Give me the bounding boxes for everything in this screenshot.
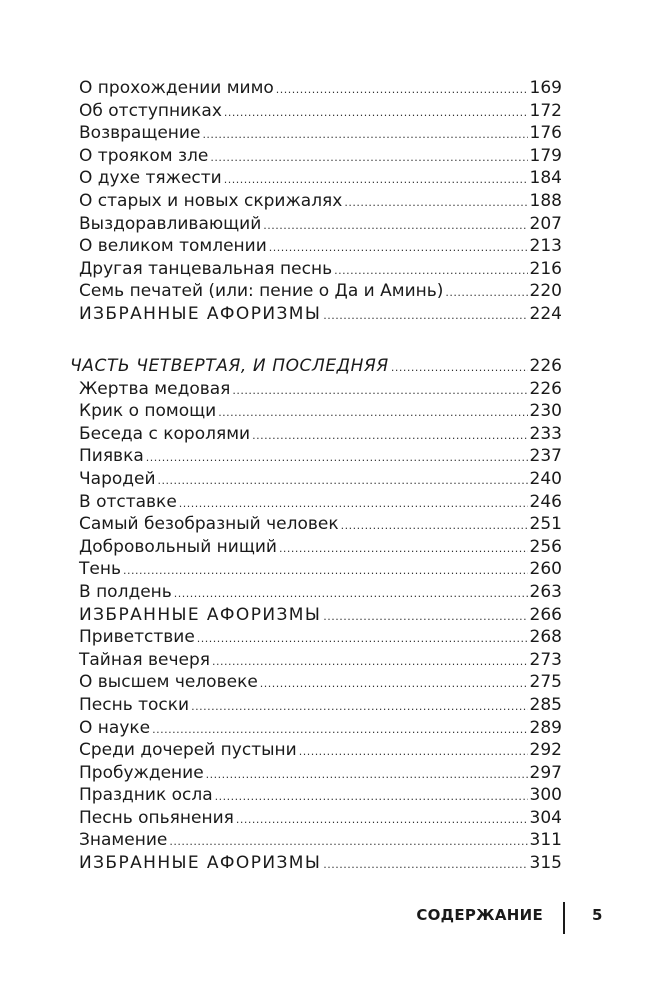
- toc-entry-title: Выздоравливающий: [79, 213, 262, 234]
- toc-entry-page: 289: [529, 717, 562, 738]
- toc-entry[interactable]: [70, 739, 562, 762]
- toc-part-title: ЧАСТЬ ЧЕТВЕРТАЯ, И ПОСЛЕДНЯЯ: [70, 356, 389, 376]
- dot-leader: [344, 192, 527, 215]
- toc-entry-title: Другая танцевальная песнь: [79, 258, 333, 279]
- toc-entry-page: 256: [529, 536, 562, 557]
- toc-list-part-four: [70, 355, 562, 875]
- toc-entry-title: ИЗБРАННЫЕ АФОРИЗМЫ: [79, 303, 322, 324]
- toc-entry-page: 300: [529, 785, 562, 806]
- toc-entry[interactable]: [70, 829, 562, 852]
- toc-entry-page: 216: [529, 258, 562, 279]
- dot-leader: [191, 696, 527, 719]
- toc-entry-title: Крик о помощи: [79, 401, 217, 422]
- dot-leader: [224, 169, 528, 192]
- toc-entry[interactable]: [70, 213, 562, 236]
- toc-entry-page: 230: [529, 401, 562, 422]
- dot-leader: [158, 470, 528, 493]
- toc-entry-page: 224: [529, 303, 562, 324]
- toc-entry[interactable]: [70, 167, 562, 190]
- toc-entry[interactable]: [70, 190, 562, 213]
- page-footer: [0, 900, 669, 934]
- toc-entry-title: Об отступниках: [79, 100, 222, 121]
- toc-entry-title: ИЗБРАННЫЕ АФОРИЗМЫ: [79, 853, 322, 874]
- toc-entry-page: 240: [529, 468, 562, 489]
- dot-leader: [299, 741, 528, 764]
- toc-entry-title: Самый безобразный человек: [79, 514, 339, 535]
- dot-leader: [236, 809, 528, 832]
- toc-entry[interactable]: [70, 100, 562, 123]
- dot-leader: [169, 831, 527, 854]
- toc-entry-title: О трояком зле: [79, 145, 209, 166]
- toc-entry[interactable]: [70, 378, 562, 401]
- toc-entry[interactable]: [70, 649, 562, 672]
- toc-entry-title: О науке: [79, 717, 151, 738]
- dot-leader: [179, 493, 528, 516]
- toc-entry[interactable]: [70, 400, 562, 423]
- toc-entry[interactable]: [70, 77, 562, 100]
- toc-entry-page: 275: [529, 672, 562, 693]
- toc-entry-title: В полдень: [79, 581, 172, 602]
- toc-entry-page: 213: [529, 236, 562, 257]
- dot-leader: [252, 425, 527, 448]
- toc-entry[interactable]: [70, 671, 562, 694]
- toc-entry-page: 233: [529, 423, 562, 444]
- toc-entry-title: Жертва медовая: [79, 378, 231, 399]
- toc-entry-title: О старых и новых скрижалях: [79, 190, 343, 211]
- toc-entry-page: 297: [529, 762, 562, 783]
- dot-leader: [206, 764, 528, 787]
- toc-part-heading[interactable]: [70, 355, 562, 378]
- toc-entry-page: 251: [529, 514, 562, 535]
- toc-entry-title: О великом томлении: [79, 236, 267, 257]
- toc-entry-page: 304: [529, 807, 562, 828]
- toc-entry-title: Добровольный нищий: [79, 536, 277, 557]
- toc-entry[interactable]: [70, 784, 562, 807]
- toc-entry-page: 237: [529, 446, 562, 467]
- toc-entry-page: 188: [529, 190, 562, 211]
- toc-entry-title: Возвращение: [79, 123, 201, 144]
- toc-entry-page: 184: [529, 168, 562, 189]
- dot-leader: [224, 102, 528, 125]
- toc-entry-title: О высшем человеке: [79, 672, 258, 693]
- dot-leader: [341, 515, 528, 538]
- dot-leader: [210, 147, 527, 170]
- dot-leader: [215, 786, 528, 809]
- dot-leader: [123, 560, 528, 583]
- toc-entry-page: 273: [529, 649, 562, 670]
- dot-leader: [391, 357, 528, 380]
- toc-entry-page: 220: [529, 281, 562, 302]
- dot-leader: [197, 628, 528, 651]
- toc-entry-page: 268: [529, 627, 562, 648]
- toc-entry-title: О духе тяжести: [79, 168, 222, 189]
- toc-entry-page: 176: [529, 123, 562, 144]
- toc-entry-title: Семь печатей (или: пение о Да и Аминь): [79, 281, 444, 302]
- toc-entry-page: 292: [529, 740, 562, 761]
- toc-entry-page: 315: [529, 853, 562, 874]
- toc-entry-title: ИЗБРАННЫЕ АФОРИЗМЫ: [79, 604, 322, 625]
- toc-entry[interactable]: [70, 280, 562, 303]
- toc-entry-title: Приветствие: [79, 627, 195, 648]
- dot-leader: [212, 651, 528, 674]
- dot-leader: [202, 124, 527, 147]
- toc-entry-title: Знамение: [79, 830, 168, 851]
- dot-leader: [152, 719, 527, 742]
- dot-leader: [334, 260, 527, 283]
- toc-entry-page: 226: [529, 356, 562, 376]
- toc-entry[interactable]: [70, 694, 562, 717]
- toc-entry-page: 263: [529, 581, 562, 602]
- toc-entry-page: 260: [529, 559, 562, 580]
- toc-entry-title: Песнь тоски: [79, 694, 190, 715]
- toc-entry[interactable]: [70, 491, 562, 514]
- dot-leader: [323, 854, 527, 877]
- toc-entry-title: Тайная вечеря: [79, 649, 211, 670]
- toc-entry[interactable]: [70, 558, 562, 581]
- toc-list-part-three: [70, 77, 562, 326]
- toc-entry[interactable]: [70, 235, 562, 258]
- dot-leader: [174, 583, 528, 606]
- running-section-title: СОДЕРЖАНИЕ: [416, 906, 543, 924]
- dot-leader: [232, 380, 527, 403]
- toc-entry-aphorisms[interactable]: [70, 604, 562, 627]
- dot-leader: [263, 215, 527, 238]
- toc-entry-page: 179: [529, 145, 562, 166]
- toc-entry-aphorisms[interactable]: [70, 303, 562, 326]
- toc-entry[interactable]: [70, 626, 562, 649]
- dot-leader: [260, 673, 528, 696]
- toc-entry-page: 226: [529, 378, 562, 399]
- page-number: 5: [592, 906, 603, 924]
- toc-entry[interactable]: [70, 717, 562, 740]
- dot-leader: [269, 237, 528, 260]
- toc-entry-page: 246: [529, 491, 562, 512]
- toc-entry[interactable]: [70, 122, 562, 145]
- toc-entry-title: Песнь опьянения: [79, 807, 234, 828]
- toc-entry-page: 207: [529, 213, 562, 234]
- toc-entry[interactable]: [70, 581, 562, 604]
- toc-entry-title: Праздник осла: [79, 785, 213, 806]
- dot-leader: [218, 402, 527, 425]
- dot-leader: [146, 447, 528, 470]
- toc-entry-title: В отставке: [79, 491, 177, 512]
- toc-entry[interactable]: [70, 258, 562, 281]
- toc-entry[interactable]: [70, 762, 562, 785]
- toc-entry[interactable]: [70, 513, 562, 536]
- footer-divider: [563, 902, 565, 934]
- toc-entry-page: 266: [529, 604, 562, 625]
- toc-entry-page: 311: [529, 830, 562, 851]
- toc-entry-title: О прохождении мимо: [79, 78, 274, 98]
- toc-entry-page: 285: [529, 694, 562, 715]
- dot-leader: [279, 538, 528, 561]
- toc-entry-title: Чародей: [79, 468, 156, 489]
- toc-entry-aphorisms[interactable]: [70, 852, 562, 875]
- toc-entry[interactable]: [70, 468, 562, 491]
- toc-entry-title: Тень: [79, 559, 121, 580]
- dot-leader: [276, 79, 528, 102]
- toc-entry[interactable]: [70, 807, 562, 830]
- dot-leader: [323, 606, 527, 629]
- toc-entry-title: Беседа с королями: [79, 423, 251, 444]
- toc-entry[interactable]: [70, 445, 562, 468]
- toc-entry[interactable]: [70, 536, 562, 559]
- toc-entry-title: Среди дочерей пустыни: [79, 740, 297, 761]
- toc-entry[interactable]: [70, 423, 562, 446]
- toc-entry-page: 172: [529, 100, 562, 121]
- toc-entry-title: Пиявка: [79, 446, 144, 467]
- toc-entry-title: Пробуждение: [79, 762, 204, 783]
- toc-entry[interactable]: [70, 145, 562, 168]
- dot-leader: [445, 282, 527, 305]
- toc-entry-page: 169: [529, 78, 562, 98]
- dot-leader: [323, 305, 527, 328]
